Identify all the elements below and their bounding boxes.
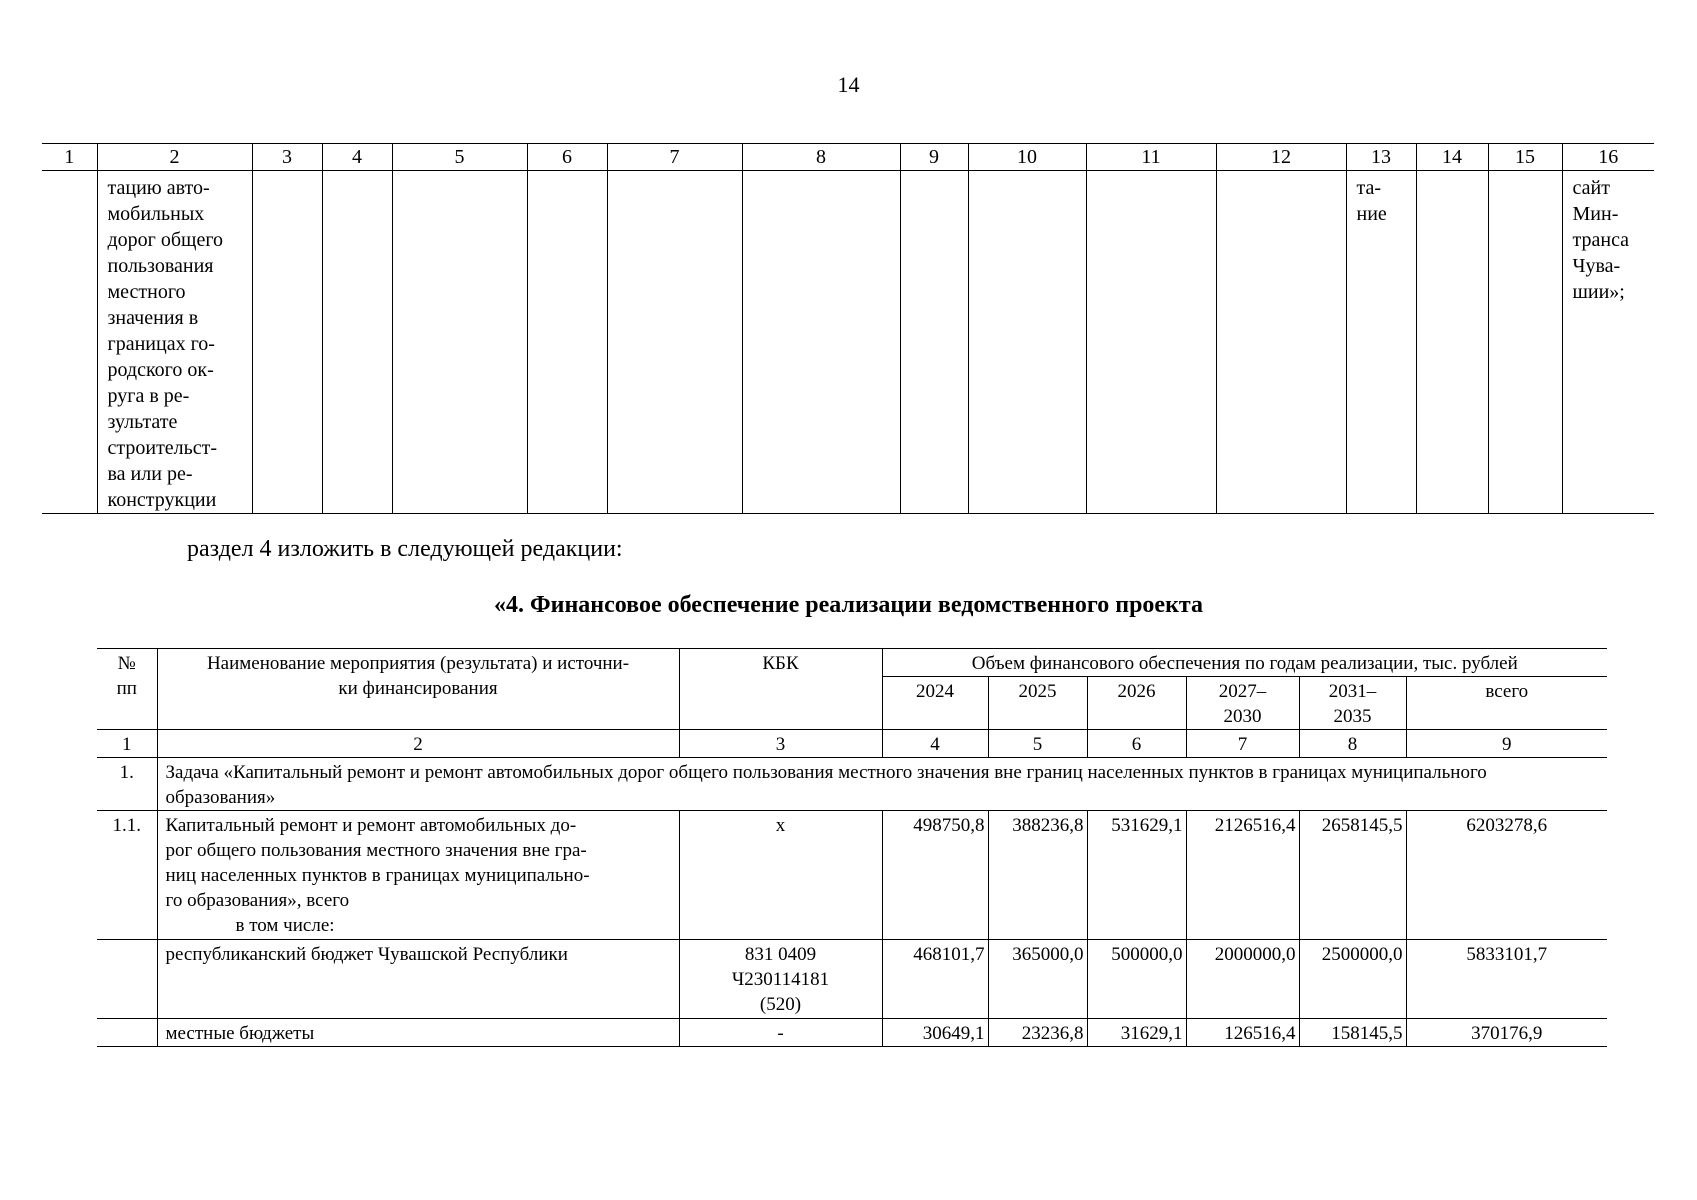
column-number: 1 — [97, 730, 157, 758]
year-header: 2024 — [882, 677, 988, 730]
column-number: 8 — [1299, 730, 1406, 758]
col-header: 15 — [1488, 144, 1562, 171]
column-number: 7 — [1186, 730, 1299, 758]
row-kbk: 831 0409 Ч230114181 (520) — [679, 940, 882, 1019]
continuation-header-row — [42, 144, 1654, 171]
table-cell — [607, 171, 742, 514]
year-header: 2031– 2035 — [1299, 677, 1406, 730]
col-header: 4 — [322, 144, 392, 171]
value-cell: 126516,4 — [1186, 1019, 1299, 1047]
col-header: 13 — [1346, 144, 1416, 171]
column-number-row — [97, 730, 1607, 758]
column-number: 3 — [679, 730, 882, 758]
col-header: 1 — [42, 144, 97, 171]
table-row — [97, 940, 1607, 1019]
column-number: 2 — [157, 730, 679, 758]
page-number: 14 — [837, 72, 860, 97]
value-cell: 2000000,0 — [1186, 940, 1299, 1019]
col-header: 14 — [1416, 144, 1488, 171]
row-number: 1.1. — [97, 811, 157, 940]
col-header: 16 — [1562, 144, 1654, 171]
col-header: 3 — [252, 144, 322, 171]
value-cell: 158145,5 — [1299, 1019, 1406, 1047]
column-number: 4 — [882, 730, 988, 758]
row-name: местные бюджеты — [157, 1019, 679, 1047]
table-cell — [968, 171, 1086, 514]
table-row — [42, 171, 1654, 514]
table-cell: та- ние — [1346, 171, 1416, 514]
year-header: 2026 — [1087, 677, 1186, 730]
value-cell: 365000,0 — [988, 940, 1087, 1019]
col-header: 9 — [900, 144, 968, 171]
value-cell: 2500000,0 — [1299, 940, 1406, 1019]
task-row — [97, 758, 1607, 811]
column-number: 6 — [1087, 730, 1186, 758]
row-number — [97, 1019, 157, 1047]
task-text: Задача «Капитальный ремонт и ремонт автомобильных дорог общего пользования местного значения вне границ населенных пунктов в границах муниципального образования» — [157, 758, 1607, 811]
finance-table — [97, 648, 1607, 1047]
value-cell: 30649,1 — [882, 1019, 988, 1047]
table-row — [97, 811, 1607, 940]
value-cell: 31629,1 — [1087, 1019, 1186, 1047]
row-name: республиканский бюджет Чувашской Республики — [157, 940, 679, 1019]
value-cell: 2126516,4 — [1186, 811, 1299, 940]
value-cell: 388236,8 — [988, 811, 1087, 940]
table-cell — [322, 171, 392, 514]
col-header: 2 — [97, 144, 252, 171]
value-cell: 531629,1 — [1087, 811, 1186, 940]
year-header: 2025 — [988, 677, 1087, 730]
row-kbk: - — [679, 1019, 882, 1047]
column-number: 9 — [1406, 730, 1607, 758]
number-header: № пп — [97, 649, 157, 730]
task-number: 1. — [97, 758, 157, 811]
total-cell: 5833101,7 — [1406, 940, 1607, 1019]
value-cell: 2658145,5 — [1299, 811, 1406, 940]
table-cell — [1416, 171, 1488, 514]
instruction-paragraph: раздел 4 изложить в следующей редакции: — [187, 536, 623, 562]
volume-header: Объем финансового обеспечения по годам реализации, тыс. рублей — [882, 649, 1607, 677]
table-cell — [900, 171, 968, 514]
value-cell: 498750,8 — [882, 811, 988, 940]
table-cell — [1216, 171, 1346, 514]
row-name — [157, 811, 679, 940]
table-cell — [527, 171, 607, 514]
value-cell: 23236,8 — [988, 1019, 1087, 1047]
continuation-table — [42, 143, 1654, 514]
table-cell — [1488, 171, 1562, 514]
total-header: всего — [1406, 677, 1607, 730]
kbk-header: КБК — [679, 649, 882, 730]
row-name-text: Капитальный ремонт и ремонт автомобильных до- рог общего пользования местного значения вне гра- ниц населенных пунктов в границах муниципально- го образования», всего — [165, 815, 590, 911]
table-cell — [742, 171, 900, 514]
total-cell: 6203278,6 — [1406, 811, 1607, 940]
col-header: 8 — [742, 144, 900, 171]
row-number — [97, 940, 157, 1019]
col-header: 5 — [392, 144, 527, 171]
col-header: 11 — [1086, 144, 1216, 171]
name-header: Наименование мероприятия (результата) и источни- ки финансирования — [157, 649, 679, 730]
table-cell — [392, 171, 527, 514]
table-cell — [1086, 171, 1216, 514]
table-cell: сайт Мин- транса Чува- шии»; — [1562, 171, 1654, 514]
table-cell: тацию авто- мобильных дорог общего пользования местного значения в границах го- родского ок- руга в ре- зультате строительст- ва или ре- конструкции — [97, 171, 252, 514]
finance-header-row — [97, 649, 1607, 677]
col-header: 6 — [527, 144, 607, 171]
year-header: 2027– 2030 — [1186, 677, 1299, 730]
value-cell: 468101,7 — [882, 940, 988, 1019]
row-kbk: х — [679, 811, 882, 940]
table-cell — [42, 171, 97, 514]
column-number: 5 — [988, 730, 1087, 758]
table-row — [97, 1019, 1607, 1047]
row-subtitle: в том числе: — [235, 915, 335, 936]
col-header: 12 — [1216, 144, 1346, 171]
section-title: «4. Финансовое обеспечение реализации ведомственного проекта — [494, 592, 1203, 618]
col-header: 7 — [607, 144, 742, 171]
table-cell — [252, 171, 322, 514]
col-header: 10 — [968, 144, 1086, 171]
total-cell: 370176,9 — [1406, 1019, 1607, 1047]
value-cell: 500000,0 — [1087, 940, 1186, 1019]
